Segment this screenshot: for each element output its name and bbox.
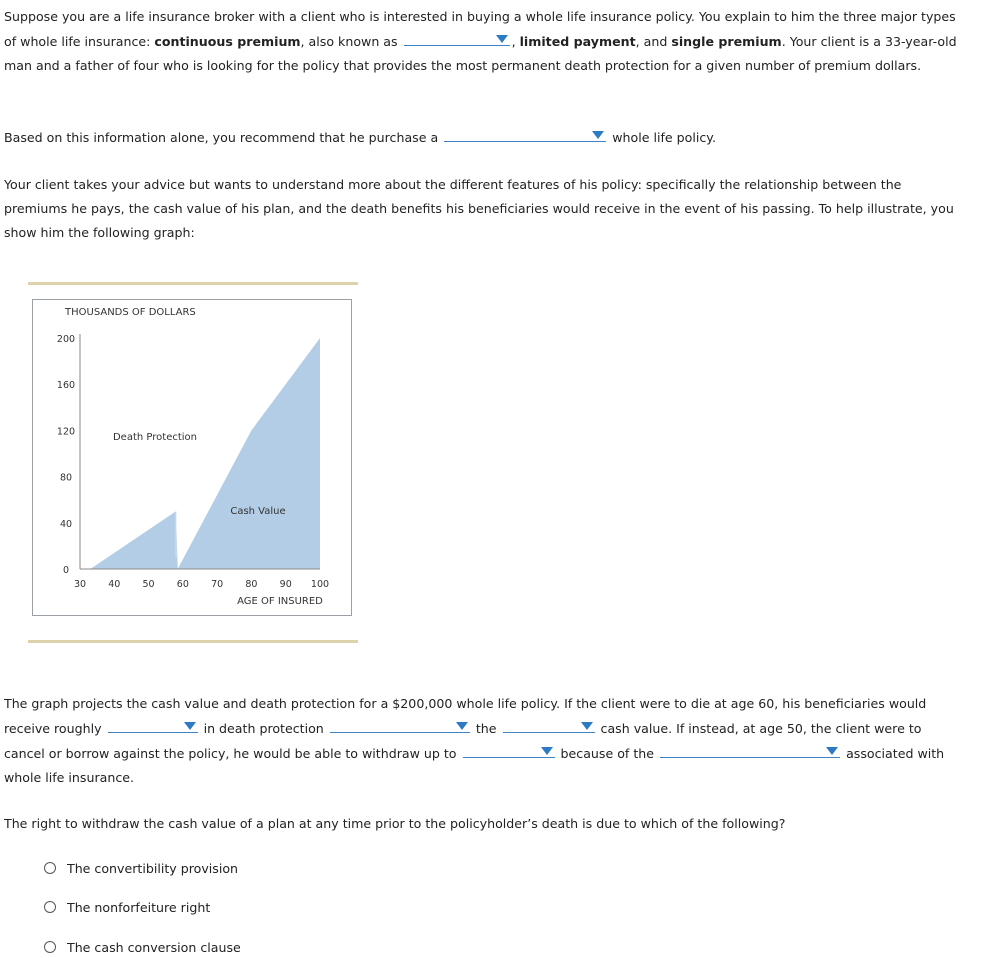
cash-value-amount-dropdown[interactable]: [503, 716, 595, 733]
intro-text-c: ,: [511, 34, 520, 49]
chart-bottom-rule: [28, 640, 358, 643]
single-premium-term: single premium: [671, 34, 782, 49]
cash-value-label: Cash Value: [230, 506, 286, 517]
option-label: The nonforfeiture right: [67, 899, 211, 915]
question-label: The right to withdraw the cash value of a plan at any time prior to the policyholder’s death is due to which of the following?: [4, 816, 786, 831]
limited-payment-term: limited payment: [519, 34, 636, 49]
x-tick-label: 100: [310, 579, 330, 590]
dropdown-arrow-icon: [184, 722, 196, 730]
y-tick-label: 80: [59, 472, 73, 484]
graph-text-e: because of the: [560, 746, 655, 761]
option-cash-conversion[interactable]: [44, 937, 241, 957]
recommend-text-after: whole life policy.: [612, 130, 716, 145]
x-tick-label: 50: [142, 579, 155, 590]
y-tick-label: 160: [56, 380, 76, 392]
dropdown-arrow-icon: [496, 35, 508, 43]
dropdown-arrow-icon: [592, 131, 604, 139]
explain-text: Your client takes your advice but wants to understand more about the different features of his policy: specifically the relationship between the premiums he pays, the cash value of his plan, and the death benefits his beneficiaries would receive in the event of his passing. To help illustrate, you show him the following graph:: [4, 177, 954, 240]
radio-button[interactable]: [44, 941, 56, 953]
intro-text-e: . Your client is a 33-year-old man and a father of four who is looking for the policy that provides the most permanent death protection for a given number of premium dollars.: [4, 34, 957, 73]
y-tick-label: 0: [62, 565, 70, 576]
chart-svg: [33, 300, 351, 615]
intro-text-a: Suppose you are a life insurance broker with a client who is interested in buying a whole life insurance policy. You explain to him the three major types of whole life insurance:: [4, 9, 956, 49]
x-tick-label: 40: [108, 579, 121, 590]
option-label: The cash conversion clause: [67, 939, 241, 955]
comparison-dropdown[interactable]: [330, 716, 470, 733]
x-tick-label: 30: [73, 579, 87, 590]
option-convertibility[interactable]: [44, 858, 238, 878]
y-tick-label: 200: [56, 334, 76, 345]
chart-top-rule: [28, 282, 358, 285]
withdraw-amount-dropdown[interactable]: [463, 741, 555, 758]
option-nonforfeiture[interactable]: [44, 897, 210, 917]
option-label: The convertibility provision: [67, 860, 239, 876]
chart-frame: [32, 299, 352, 616]
graph-paragraph: [4, 692, 964, 790]
intro-paragraph: [4, 5, 964, 78]
feature-dropdown[interactable]: [660, 741, 840, 758]
dropdown-arrow-icon: [581, 722, 593, 730]
y-tick-label: 120: [56, 426, 76, 438]
graph-text-f: associated with whole life insurance.: [4, 746, 945, 785]
graph-text-a: The graph projects the cash value and death protection for a $200,000 whole life policy. If the client were to die at age 60, his beneficiaries would receive roughly: [4, 696, 927, 736]
recommend-text-before: Based on this information alone, you recommend that he purchase a: [4, 130, 439, 145]
dropdown-arrow-icon: [826, 747, 838, 755]
dropdown-arrow-icon: [456, 722, 468, 730]
graph-text-d: cash value. If instead, at age 50, the client were to cancel or borrow against the policy, he would be able to withdraw up to: [4, 721, 922, 761]
radio-button[interactable]: [44, 901, 56, 913]
intro-text-b: , also known as: [300, 34, 402, 49]
death-protection-amount-dropdown[interactable]: [108, 716, 198, 733]
x-tick-label: 70: [211, 579, 224, 590]
recommend-sentence: [4, 125, 964, 150]
radio-button[interactable]: [44, 862, 56, 874]
policy-type-dropdown[interactable]: [444, 125, 606, 142]
y-tick-label: 40: [59, 518, 73, 530]
death-protection-label: Death Protection: [112, 432, 198, 443]
also-known-as-dropdown[interactable]: [404, 29, 510, 46]
dropdown-arrow-icon: [541, 747, 553, 755]
graph-text-b: in death protection: [203, 721, 324, 736]
x-tick-label: 90: [279, 579, 292, 590]
y-axis-title: THOUSANDS OF DOLLARS: [65, 307, 196, 318]
continuous-premium-term: continuous premium: [154, 34, 301, 49]
x-tick-label: 60: [176, 579, 189, 590]
graph-text-c: the: [475, 721, 497, 736]
cash-value-area: [80, 338, 320, 569]
x-axis-title: AGE OF INSURED: [237, 596, 323, 607]
question-text: [4, 812, 964, 836]
x-tick-label: 80: [245, 579, 258, 590]
intro-text-d: , and: [635, 34, 672, 49]
explain-paragraph: [4, 173, 964, 245]
